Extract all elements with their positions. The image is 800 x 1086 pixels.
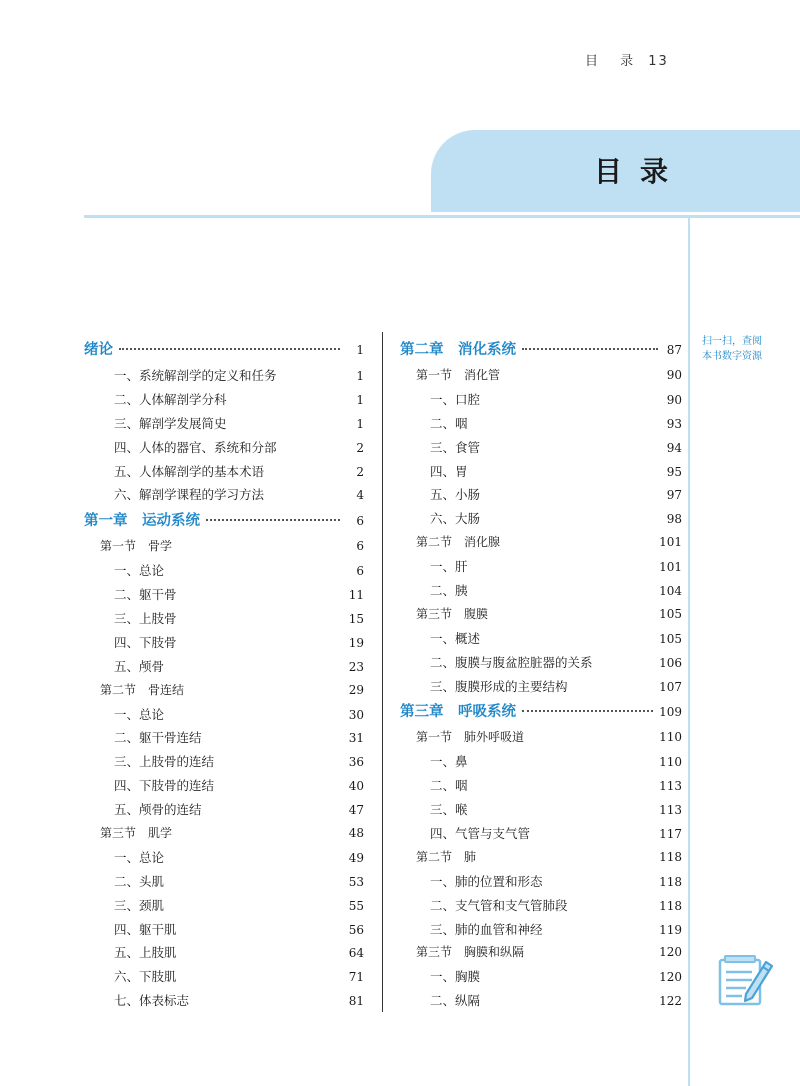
toc-page-number: 120 bbox=[659, 945, 682, 960]
toc-item-row[interactable] bbox=[84, 633, 364, 657]
toc-page-number: 110 bbox=[659, 730, 682, 745]
toc-entry-label: 第二节 肺 bbox=[416, 849, 477, 864]
toc-page-number: 87 bbox=[666, 343, 682, 357]
toc-page-number: 90 bbox=[666, 392, 682, 407]
toc-section-row[interactable] bbox=[400, 848, 682, 872]
toc-page-number: 49 bbox=[348, 850, 364, 865]
toc-entry-label: 五、颅骨的连结 bbox=[114, 802, 202, 818]
toc-section-row[interactable] bbox=[400, 533, 682, 557]
toc-section-row[interactable] bbox=[84, 824, 364, 848]
toc-item-row[interactable] bbox=[84, 848, 364, 872]
toc-page-number: 19 bbox=[348, 635, 364, 650]
toc-leader bbox=[119, 348, 340, 350]
toc-entry-label: 一、鼻 bbox=[430, 754, 468, 770]
toc-page-number: 107 bbox=[659, 679, 682, 694]
toc-item-row[interactable] bbox=[400, 557, 682, 581]
toc-entry-label: 三、解剖学发展简史 bbox=[114, 415, 227, 431]
running-head bbox=[585, 50, 705, 69]
toc-page-number: 1 bbox=[356, 416, 364, 431]
toc-item-row[interactable] bbox=[84, 800, 364, 824]
toc-item-row[interactable] bbox=[84, 366, 364, 390]
toc-page-number: 122 bbox=[659, 994, 682, 1009]
toc-entry-label: 五、上肢肌 bbox=[114, 945, 177, 961]
digital-resource-note[interactable] bbox=[702, 334, 792, 364]
toc-page-number: 71 bbox=[348, 970, 364, 985]
toc-entry-label: 二、咽 bbox=[430, 778, 468, 794]
toc-page-number: 98 bbox=[666, 512, 682, 527]
toc-entry-label: 第一章 运动系统 bbox=[84, 513, 200, 530]
toc-item-row[interactable] bbox=[400, 390, 682, 414]
toc-page-number: 95 bbox=[666, 464, 682, 479]
toc-entry-label: 三、上肢骨的连结 bbox=[114, 754, 215, 770]
toc-chapter-row[interactable] bbox=[84, 509, 364, 535]
toc-item-row[interactable] bbox=[84, 728, 364, 752]
toc-entry-label: 一、总论 bbox=[114, 706, 165, 722]
toc-page-number: 105 bbox=[659, 606, 682, 621]
toc-page-number: 64 bbox=[348, 946, 364, 961]
toc-page-number: 6 bbox=[356, 514, 364, 529]
toc-entry-label: 六、下肢肌 bbox=[114, 969, 177, 985]
toc-section-row[interactable] bbox=[84, 681, 364, 705]
toc-entry-label: 四、下肢骨的连结 bbox=[114, 778, 215, 794]
toc-page-number: 109 bbox=[659, 705, 682, 720]
toc-chapter-row[interactable] bbox=[400, 700, 682, 726]
toc-page-number: 30 bbox=[348, 707, 364, 722]
toc-page-number: 6 bbox=[356, 539, 364, 554]
toc-entry-label: 二、支气管和支气管肺段 bbox=[430, 897, 568, 913]
toc-item-row[interactable] bbox=[400, 653, 682, 677]
toc-entry-label: 一、口腔 bbox=[430, 391, 481, 407]
toc-page-number: 81 bbox=[348, 994, 364, 1009]
toc-item-row[interactable] bbox=[84, 705, 364, 729]
toc-item-row[interactable] bbox=[400, 752, 682, 776]
toc-entry-label: 六、大肠 bbox=[430, 511, 481, 527]
toc-leader bbox=[522, 348, 658, 350]
toc-section-row[interactable] bbox=[400, 728, 682, 752]
toc-section-row[interactable] bbox=[84, 537, 364, 561]
toc-item-row[interactable] bbox=[84, 390, 364, 414]
toc-page-number: 104 bbox=[659, 584, 682, 599]
toc-page-number: 40 bbox=[348, 779, 364, 794]
toc-page-number: 113 bbox=[659, 803, 682, 818]
toc-entry-label: 二、咽 bbox=[430, 415, 468, 431]
toc-left-column bbox=[84, 338, 364, 1015]
toc-item-row[interactable] bbox=[400, 991, 682, 1015]
toc-item-row[interactable] bbox=[84, 872, 364, 896]
toc-entry-label: 第三节 胸膜和纵隔 bbox=[416, 945, 525, 960]
toc-chapter-row[interactable] bbox=[84, 338, 364, 364]
notepad-pencil-icon bbox=[716, 952, 774, 1008]
top-rule bbox=[84, 215, 800, 218]
toc-item-row[interactable] bbox=[400, 581, 682, 605]
toc-item-row[interactable] bbox=[400, 776, 682, 800]
toc-entry-label: 二、腹膜与腹盆腔脏器的关系 bbox=[430, 654, 593, 670]
toc-page-number: 29 bbox=[348, 682, 364, 697]
toc-page-number: 56 bbox=[348, 922, 364, 937]
toc-page-number: 118 bbox=[659, 898, 682, 913]
page-title: 目录 bbox=[594, 155, 687, 188]
toc-page-number: 117 bbox=[659, 827, 682, 842]
toc-page-number: 1 bbox=[356, 343, 364, 357]
toc-page-number: 110 bbox=[659, 755, 682, 770]
toc-entry-label: 一、总论 bbox=[114, 849, 165, 865]
toc-page-number: 55 bbox=[348, 898, 364, 913]
toc-entry-label: 三、食管 bbox=[430, 439, 481, 455]
running-head-label: 目 录 bbox=[585, 54, 643, 69]
toc-page-number: 2 bbox=[356, 440, 364, 455]
toc-item-row[interactable] bbox=[400, 800, 682, 824]
toc-page-number: 93 bbox=[666, 416, 682, 431]
toc-page-number: 36 bbox=[348, 755, 364, 770]
toc-entry-label: 第一节 消化管 bbox=[416, 368, 501, 382]
toc-entry-label: 二、躯干骨连结 bbox=[114, 730, 202, 746]
toc-item-row[interactable] bbox=[400, 896, 682, 920]
toc-entry-label: 四、胃 bbox=[430, 463, 468, 479]
toc-item-row[interactable] bbox=[84, 438, 364, 462]
toc-entry-label: 四、躯干肌 bbox=[114, 921, 177, 937]
toc-page-number: 15 bbox=[348, 612, 364, 627]
digital-resource-note-line2: 本书数字资源 bbox=[702, 351, 762, 362]
toc-entry-label: 第二章 消化系统 bbox=[400, 342, 516, 358]
toc-page-number: 97 bbox=[666, 488, 682, 503]
toc-item-row[interactable] bbox=[400, 414, 682, 438]
running-head-page-number: 13 bbox=[648, 54, 669, 69]
toc-item-row[interactable] bbox=[400, 438, 682, 462]
digital-resource-note-line1: 扫一扫，查阅 bbox=[702, 336, 762, 347]
toc-right-column bbox=[400, 338, 682, 1015]
toc-page-number: 118 bbox=[659, 849, 682, 864]
toc-page-number: 1 bbox=[356, 392, 364, 407]
toc-entry-label: 三、上肢骨 bbox=[114, 611, 177, 627]
toc-entry-label: 一、概述 bbox=[430, 630, 481, 646]
toc-item-row[interactable] bbox=[84, 752, 364, 776]
toc-page-number: 11 bbox=[348, 588, 364, 603]
toc-page-number: 105 bbox=[659, 631, 682, 646]
toc-entry-label: 第二节 骨连结 bbox=[100, 682, 185, 697]
toc-entry-label: 二、纵隔 bbox=[430, 993, 481, 1009]
toc-item-row[interactable] bbox=[84, 991, 364, 1015]
toc-page-number: 31 bbox=[348, 731, 364, 746]
toc-item-row[interactable] bbox=[400, 824, 682, 848]
toc-entry-label: 第三节 肌学 bbox=[100, 826, 173, 841]
toc-page-number: 119 bbox=[659, 922, 682, 937]
toc-item-row[interactable] bbox=[400, 629, 682, 653]
toc-item-row[interactable] bbox=[84, 657, 364, 681]
toc-page-number: 106 bbox=[659, 655, 682, 670]
toc-page-number: 101 bbox=[659, 560, 682, 575]
toc-entry-label: 五、颅骨 bbox=[114, 658, 165, 674]
toc-chapter-row[interactable] bbox=[400, 338, 682, 364]
toc-item-row[interactable] bbox=[400, 462, 682, 486]
toc-entry-label: 二、胰 bbox=[430, 583, 468, 599]
toc-entry-label: 四、气管与支气管 bbox=[430, 826, 531, 842]
toc-leader bbox=[522, 710, 653, 712]
toc-page-number: 120 bbox=[659, 970, 682, 985]
toc-item-row[interactable] bbox=[400, 872, 682, 896]
toc-section-row[interactable] bbox=[400, 943, 682, 967]
column-divider bbox=[382, 332, 383, 1012]
toc-item-row[interactable] bbox=[400, 485, 682, 509]
toc-section-row[interactable] bbox=[400, 366, 682, 390]
toc-entry-label: 一、肺的位置和形态 bbox=[430, 873, 543, 889]
toc-entry-label: 三、腹膜形成的主要结构 bbox=[430, 678, 568, 694]
toc-entry-label: 七、体表标志 bbox=[114, 993, 190, 1009]
toc-page-number: 94 bbox=[666, 440, 682, 455]
toc-entry-label: 第一节 肺外呼吸道 bbox=[416, 730, 525, 745]
toc-item-row[interactable] bbox=[400, 920, 682, 944]
toc-item-row[interactable] bbox=[84, 920, 364, 944]
toc-item-row[interactable] bbox=[84, 462, 364, 486]
toc-item-row[interactable] bbox=[400, 967, 682, 991]
toc-entry-label: 三、颈肌 bbox=[114, 897, 165, 913]
toc-entry-label: 一、总论 bbox=[114, 563, 165, 579]
toc-entry-label: 一、肝 bbox=[430, 559, 468, 575]
toc-entry-label: 第三节 腹膜 bbox=[416, 606, 489, 621]
toc-page-number: 48 bbox=[348, 826, 364, 841]
toc-page-number: 2 bbox=[356, 464, 364, 479]
side-rule bbox=[688, 218, 690, 1086]
toc-item-row[interactable] bbox=[84, 943, 364, 967]
toc-item-row[interactable] bbox=[84, 776, 364, 800]
toc-item-row[interactable] bbox=[84, 414, 364, 438]
toc-page-number: 4 bbox=[356, 488, 364, 503]
toc-entry-label: 二、人体解剖学分科 bbox=[114, 391, 227, 407]
toc-entry-label: 四、人体的器官、系统和分部 bbox=[114, 439, 277, 455]
toc-item-row[interactable] bbox=[400, 509, 682, 533]
toc-entry-label: 第二节 消化腺 bbox=[416, 535, 501, 550]
toc-entry-label: 三、喉 bbox=[430, 802, 468, 818]
toc-section-row[interactable] bbox=[400, 605, 682, 629]
toc-leader bbox=[206, 519, 340, 521]
toc-item-row[interactable] bbox=[400, 677, 682, 701]
toc-page-number: 6 bbox=[356, 564, 364, 579]
toc-entry-label: 六、解剖学课程的学习方法 bbox=[114, 487, 265, 503]
toc-entry-label: 二、躯干骨 bbox=[114, 587, 177, 603]
toc-entry-label: 一、胸膜 bbox=[430, 969, 481, 985]
toc-entry-label: 第一节 骨学 bbox=[100, 539, 173, 554]
toc-entry-label: 绪论 bbox=[84, 342, 113, 358]
toc-item-row[interactable] bbox=[84, 585, 364, 609]
toc-page-number: 101 bbox=[659, 535, 682, 550]
toc-item-row[interactable] bbox=[84, 896, 364, 920]
toc-page-number: 113 bbox=[659, 779, 682, 794]
toc-entry-label: 五、小肠 bbox=[430, 487, 481, 503]
toc-entry-label: 一、系统解剖学的定义和任务 bbox=[114, 368, 277, 383]
toc-item-row[interactable] bbox=[84, 485, 364, 509]
toc-entry-label: 三、肺的血管和神经 bbox=[430, 921, 543, 937]
toc-item-row[interactable] bbox=[84, 609, 364, 633]
toc-page-number: 90 bbox=[666, 368, 682, 382]
toc-page-number: 53 bbox=[348, 874, 364, 889]
toc-entry-label: 五、人体解剖学的基本术语 bbox=[114, 463, 265, 479]
toc-page-number: 118 bbox=[659, 874, 682, 889]
toc-page-number: 23 bbox=[348, 659, 364, 674]
toc-item-row[interactable] bbox=[84, 561, 364, 585]
toc-entry-label: 二、头肌 bbox=[114, 873, 165, 889]
toc-entry-label: 第三章 呼吸系统 bbox=[400, 704, 516, 721]
toc-entry-label: 四、下肢骨 bbox=[114, 634, 177, 650]
toc-page-number: 1 bbox=[356, 369, 364, 383]
toc-page-number: 47 bbox=[348, 803, 364, 818]
toc-item-row[interactable] bbox=[84, 967, 364, 991]
